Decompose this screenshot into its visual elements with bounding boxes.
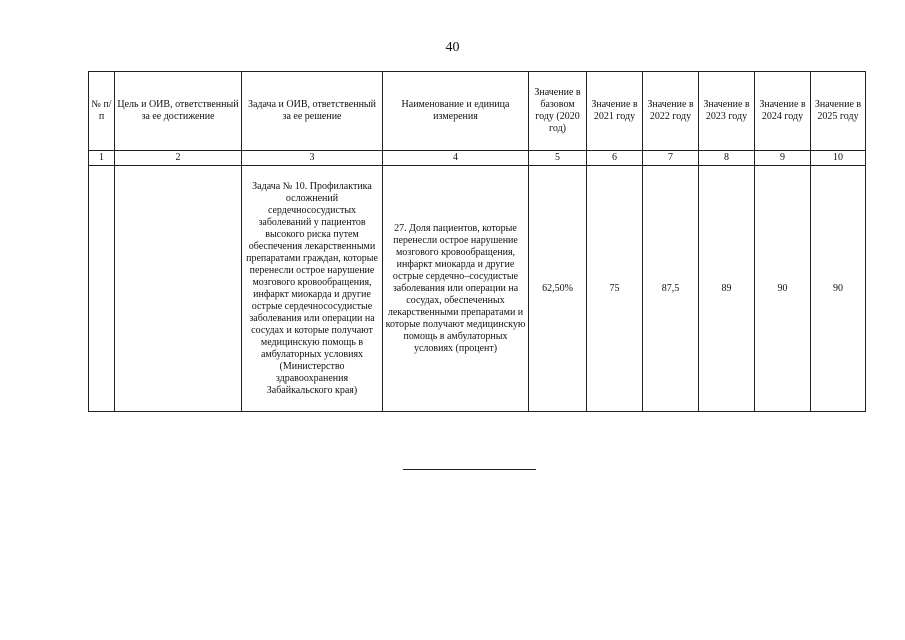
- column-number-row: [89, 151, 866, 166]
- row-number-cell: [89, 166, 115, 412]
- column-number: 4: [383, 151, 529, 166]
- indicator-cell: 27. Доля пациентов, которые перенесли острое нарушение мозгового кровообращения, инфаркт миокарда и другие острые сердечно–сосудистые заболевания или операции на сосудах, обеспеченных лекарственными препаратами и которые получают медицинскую помощь в амбулаторных условиях (процент): [383, 166, 529, 412]
- indicators-table: [88, 71, 866, 412]
- header-cell: Задача и ОИВ, ответственный за ее решение: [242, 72, 383, 151]
- header-cell: № п/п: [89, 72, 115, 151]
- value-2024: 90: [755, 166, 811, 412]
- value-base-year: 62,50%: [529, 166, 587, 412]
- header-cell: Значение в базовом году (2020 год): [529, 72, 587, 151]
- closing-rule: [403, 469, 536, 470]
- column-number: 9: [755, 151, 811, 166]
- column-number: 5: [529, 151, 587, 166]
- value-2023: 89: [699, 166, 755, 412]
- header-row: [89, 72, 866, 151]
- header-cell: Значение в 2021 году: [587, 72, 643, 151]
- page-number: 40: [445, 40, 460, 55]
- header-cell: Значение в 2022 году: [643, 72, 699, 151]
- column-number: 1: [89, 151, 115, 166]
- header-cell: Наименование и единица измерения: [383, 72, 529, 151]
- header-cell: Значение в 2025 году: [811, 72, 866, 151]
- value-2025: 90: [811, 166, 866, 412]
- header-cell: Значение в 2023 году: [699, 72, 755, 151]
- column-number: 7: [643, 151, 699, 166]
- header-cell: Значение в 2024 году: [755, 72, 811, 151]
- column-number: 3: [242, 151, 383, 166]
- value-2021: 75: [587, 166, 643, 412]
- header-cell: Цель и ОИВ, ответственный за ее достижение: [115, 72, 242, 151]
- column-number: 6: [587, 151, 643, 166]
- column-number: 2: [115, 151, 242, 166]
- table-row: [89, 166, 866, 412]
- column-number: 8: [699, 151, 755, 166]
- column-number: 10: [811, 151, 866, 166]
- task-cell: Задача № 10. Профилактика осложнений сердечнососудистых заболеваний у пациентов высокого риска путем обеспечения лекарственными препаратами граждан, которые перенесли острое нарушение мозгового кровообращения, инфаркт миокарда и другие острые сердечнососудистые заболевания или операции на сосудах и которые получают медицинскую помощь в амбулаторных условиях (Министерство здравоохранения Забайкальского края): [242, 166, 383, 412]
- goal-cell: [115, 166, 242, 412]
- value-2022: 87,5: [643, 166, 699, 412]
